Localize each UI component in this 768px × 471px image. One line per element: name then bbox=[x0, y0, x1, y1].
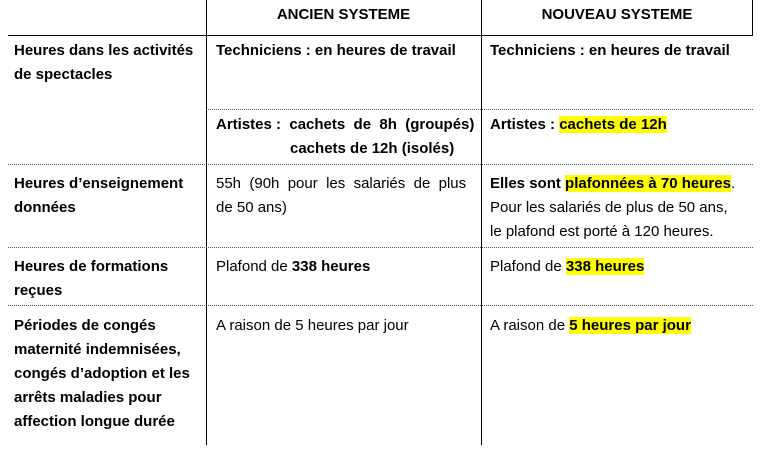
new-formations-prefix: Plafond de bbox=[490, 258, 566, 275]
row-label-line: maternité indemnisées, bbox=[14, 341, 181, 358]
old-artists-line: cachets de 12h (isolés) bbox=[290, 140, 455, 157]
old-enseignement bbox=[216, 172, 478, 220]
new-technicians: Techniciens : en heures de travail bbox=[490, 42, 730, 59]
row-label-line: Heures de formations bbox=[14, 258, 169, 275]
column-divider-middle bbox=[481, 0, 482, 445]
header-new-system: NOUVEAU SYSTEME bbox=[541, 6, 693, 23]
row1-divider bbox=[8, 164, 753, 165]
row2-divider bbox=[8, 247, 753, 248]
new-artists-highlight: cachets de 12h bbox=[559, 116, 667, 133]
old-formations-bold: 338 heures bbox=[291, 258, 371, 275]
row1-inner-divider bbox=[206, 109, 753, 110]
old-artists-line: Artistes : cachets de 8h (groupés) bbox=[216, 116, 475, 133]
new-enseignement-prefix: Elles sont bbox=[490, 175, 566, 192]
new-conges-highlight: 5 heures par jour bbox=[569, 317, 691, 334]
row-label-line: Heures d’enseignement bbox=[14, 175, 184, 192]
new-enseignement-highlight: plafonnées à 70 heures bbox=[565, 175, 731, 192]
new-formations bbox=[490, 255, 750, 279]
header-old-system: ANCIEN SYSTEME bbox=[276, 6, 411, 23]
row-label-conges bbox=[14, 314, 204, 434]
row-label-formations bbox=[14, 255, 204, 303]
row-label-line: Heures dans les activités bbox=[14, 42, 194, 59]
header-bottom-border bbox=[8, 35, 753, 36]
row-label-line: de spectacles bbox=[14, 66, 113, 83]
row-label-line: congés d’adoption et les bbox=[14, 365, 190, 382]
new-artists-prefix: Artistes : bbox=[490, 116, 560, 133]
row-label-line: arrêts maladies pour bbox=[14, 389, 162, 406]
new-artists bbox=[490, 113, 750, 137]
old-formations-prefix: Plafond de bbox=[216, 258, 292, 275]
row-label-spectacles bbox=[14, 39, 204, 87]
old-enseignement-line: de 50 ans) bbox=[216, 199, 287, 216]
row-label-line: affection longue durée bbox=[14, 413, 175, 430]
new-enseignement bbox=[490, 172, 752, 244]
new-conges bbox=[490, 314, 750, 338]
old-technicians: Techniciens : en heures de travail bbox=[216, 42, 456, 59]
column-divider-left bbox=[206, 0, 207, 445]
new-enseignement-line: Pour les salariés de plus de 50 ans, bbox=[490, 199, 728, 216]
new-enseignement-line: le plafond est porté à 120 heures. bbox=[490, 223, 714, 240]
new-enseignement-suffix: . bbox=[730, 175, 736, 192]
old-formations bbox=[216, 255, 478, 279]
old-artists bbox=[216, 113, 478, 161]
old-enseignement-line: 55h (90h pour les salariés de plus bbox=[216, 175, 467, 192]
row-label-line: Périodes de congés bbox=[14, 317, 156, 334]
old-conges: A raison de 5 heures par jour bbox=[216, 317, 409, 334]
row3-divider bbox=[8, 305, 753, 306]
row-label-line: données bbox=[14, 199, 76, 216]
new-conges-prefix: A raison de bbox=[490, 317, 570, 334]
row-label-line: reçues bbox=[14, 282, 63, 299]
new-formations-highlight: 338 heures bbox=[565, 258, 645, 275]
row-label-enseignement bbox=[14, 172, 204, 220]
